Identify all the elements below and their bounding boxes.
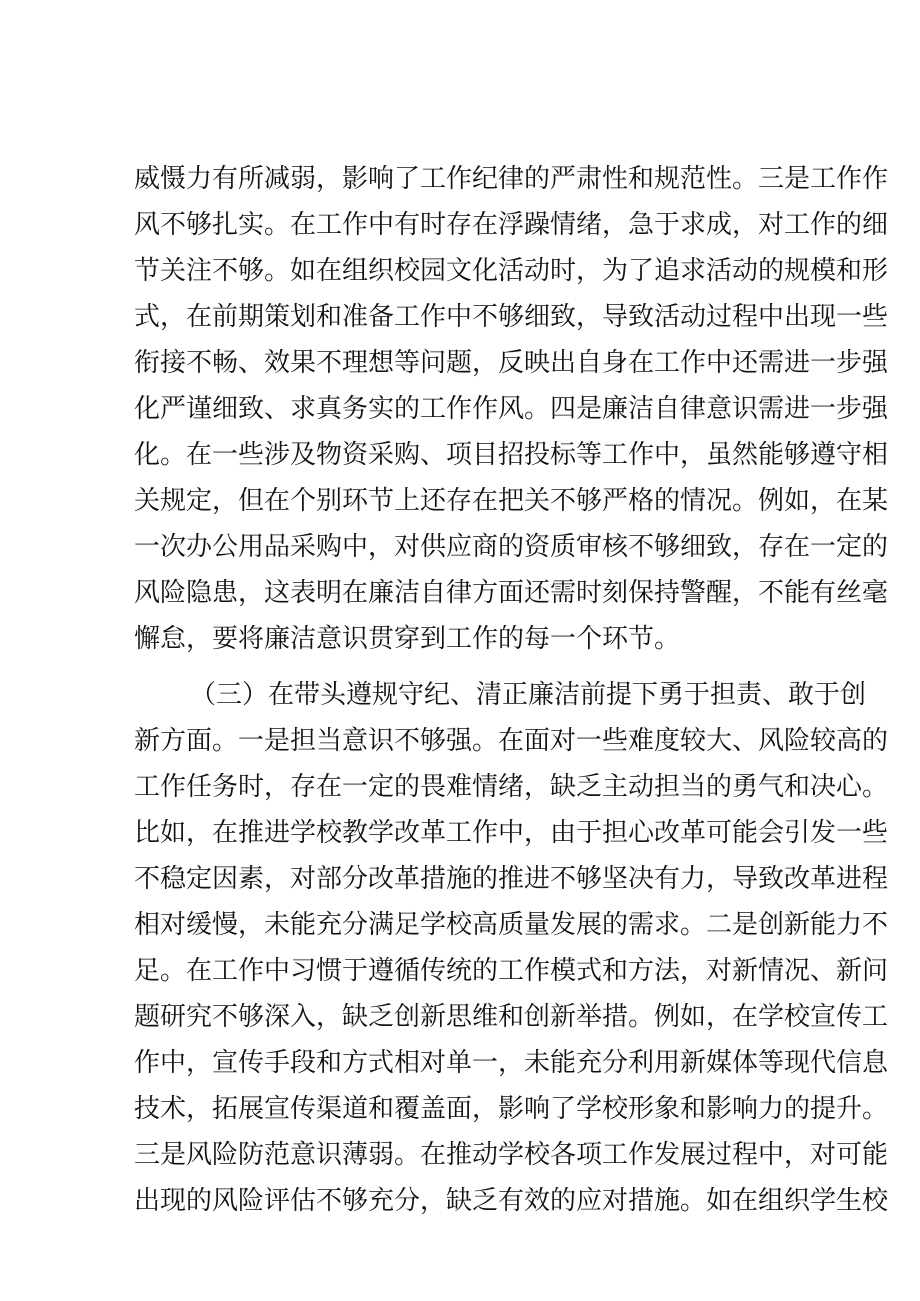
text-line: [0, 767, 920, 807]
line-text: 比如，在推进学校教学改革工作中，由于担心改革可能会引发一些: [134, 818, 889, 848]
line-text: 化严谨细致、求真务实的工作作风。四是廉洁自律意识需进一步强: [134, 394, 889, 424]
text-line: [0, 1135, 920, 1175]
line-text: 节关注不够。如在组织校园文化活动时，为了追求活动的规模和形: [134, 256, 889, 286]
line-text: 相对缓慢，未能充分满足学校高质量发展的需求。二是创新能力不: [134, 910, 889, 940]
line-text: 出现的风险评估不够充分，缺乏有效的应对措施。如在组织学生校: [134, 1186, 889, 1216]
text-line: [0, 251, 920, 291]
text-line: [0, 159, 920, 199]
text-line: [0, 721, 920, 761]
text-line: [0, 435, 920, 475]
line-text: 衔接不畅、效果不理想等问题，反映出自身在工作中还需进一步强: [134, 348, 889, 378]
text-line: [0, 997, 920, 1037]
text-line: [0, 951, 920, 991]
text-line: [0, 343, 920, 383]
line-text: 不稳定因素，对部分改革措施的推进不够坚决有力，导致改革进程: [134, 864, 889, 894]
line-text: 威慑力有所减弱，影响了工作纪律的严肃性和规范性。三是工作作: [134, 164, 889, 194]
text-line: [0, 619, 920, 659]
text-line: [0, 573, 920, 613]
text-line: [0, 527, 920, 567]
line-text: 化。在一些涉及物资采购、项目招投标等工作中，虽然能够遵守相: [134, 440, 889, 470]
line-text: 三是风险防范意识薄弱。在推动学校各项工作发展过程中，对可能: [134, 1140, 889, 1170]
text-line: [0, 1089, 920, 1129]
text-line: [0, 481, 920, 521]
text-line: [0, 859, 920, 899]
text-line: [0, 813, 920, 853]
text-line: [0, 905, 920, 945]
line-text: 风不够扎实。在工作中有时存在浮躁情绪，急于求成，对工作的细: [134, 210, 889, 240]
line-text: 作中，宣传手段和方式相对单一，未能充分利用新媒体等现代信息: [134, 1048, 889, 1078]
line-text: 题研究不够深入，缺乏创新思维和创新举措。例如，在学校宣传工: [134, 1002, 889, 1032]
text-line: [0, 1181, 920, 1221]
text-line: [0, 1043, 920, 1083]
line-text: 足。在工作中习惯于遵循传统的工作模式和方法，对新情况、新问: [134, 956, 889, 986]
line-text: 懈怠，要将廉洁意识贯穿到工作的每一个环节。: [134, 624, 681, 654]
line-text: 风险隐患，这表明在廉洁自律方面还需时刻保持警醒，不能有丝毫: [134, 578, 889, 608]
line-text: （三）在带头遵规守纪、清正廉洁前提下勇于担责、敢于创: [190, 680, 867, 710]
text-line: [0, 297, 920, 337]
text-line: [0, 675, 920, 715]
line-text: 关规定，但在个别环节上还存在把关不够严格的情况。例如，在某: [134, 486, 889, 516]
line-text: 式，在前期策划和准备工作中不够细致，导致活动过程中出现一些: [134, 302, 889, 332]
line-text: 技术，拓展宣传渠道和覆盖面，影响了学校形象和影响力的提升。: [134, 1094, 889, 1124]
text-line: [0, 389, 920, 429]
line-text: 一次办公用品采购中，对供应商的资质审核不够细致，存在一定的: [134, 532, 889, 562]
line-text: 工作任务时，存在一定的畏难情绪，缺乏主动担当的勇气和决心。: [134, 772, 889, 802]
line-text: 新方面。一是担当意识不够强。在面对一些难度较大、风险较高的: [134, 726, 889, 756]
text-line: [0, 205, 920, 245]
